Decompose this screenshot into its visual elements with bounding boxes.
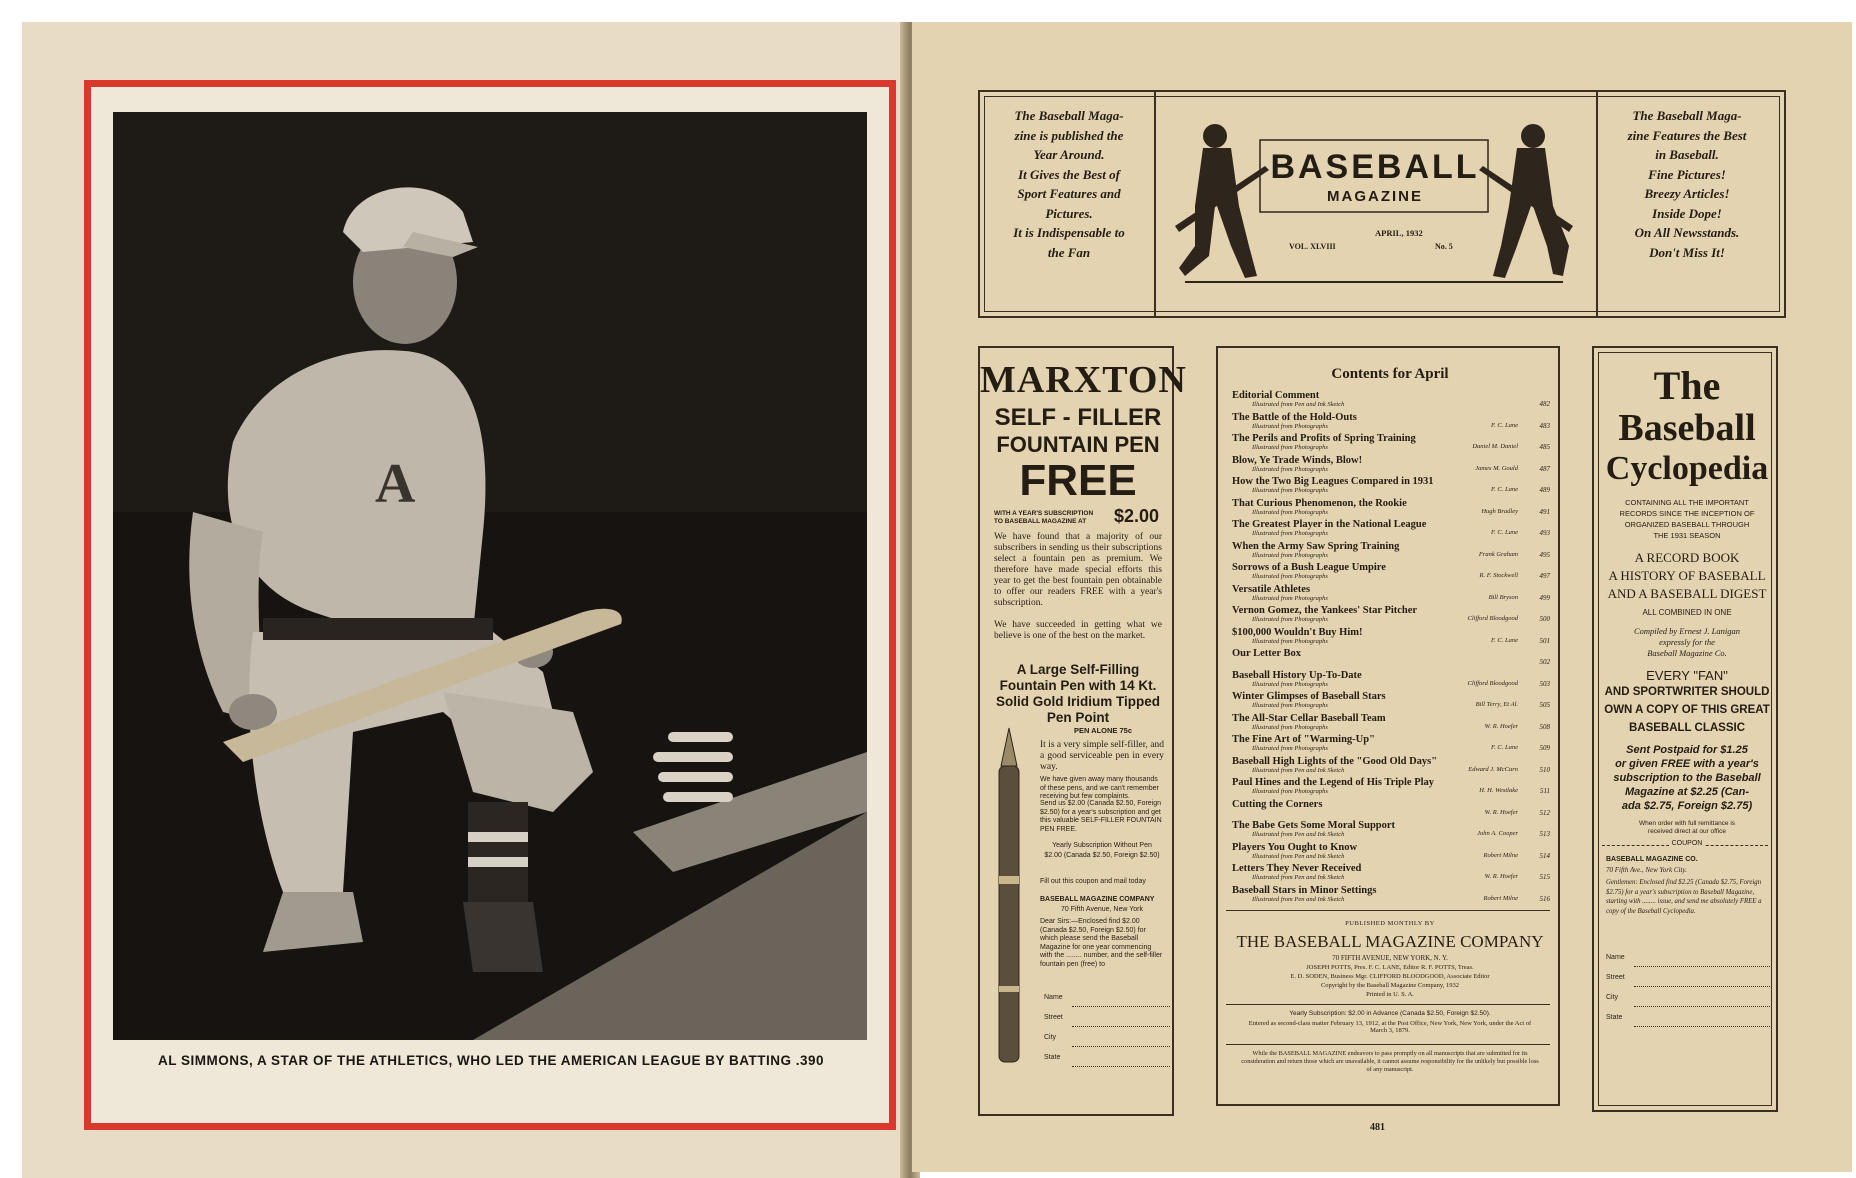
toc-entry-page: 516 [1539,894,1550,903]
cyc-compiled: Compiled by Ernest J. Lanigan [1633,626,1740,636]
toc-entry-author: F. C. Lane [1491,744,1518,751]
toc-entry [1232,455,1552,477]
toc-entry-title: The All-Star Cellar Baseball Team [1232,712,1386,724]
right-page [912,22,1852,1172]
toc-entry-page: 509 [1539,744,1550,752]
cyc-feature: A RECORD BOOK [1634,550,1740,565]
toc-entry-title: Versatile Athletes [1232,583,1311,595]
left-note-line: Pictures. [1045,205,1093,221]
toc-entry-title: Players You Ought to Know [1232,841,1358,853]
toc-entry-illustration: Illustrated from Photographs [1252,788,1328,795]
toc-entry-page: 493 [1539,529,1550,537]
ad-subscription-label: Yearly Subscription Without Pen [1052,842,1152,849]
right-note-line: in Baseball. [1655,147,1719,162]
cyc-postpaid: Sent Postpaid for $1.25 [1626,744,1748,756]
ad-headline: A Large Self-Filling Fountain Pen with 14 Kt. Solid Gold Iridium Tipped Pen Point [996,662,1160,725]
ad-body-1: We have found that a majority of our subscribers in sending us their subscriptions select a fountain pen as premium. We therefore have made special efforts this year to get the best fountain pen obtainable to offer our readers FREE with a year's subscription. [994,532,1162,608]
svg-text:A: A [375,453,416,515]
toc-entry [1232,412,1552,434]
contents-title: Contents for April [1331,366,1449,382]
masthead-divider-right [1596,92,1598,316]
offer-small-line: TO BASEBALL MAGAZINE AT [994,518,1087,525]
toc-entry-page: 501 [1539,636,1550,645]
toc-entry [1232,562,1552,584]
toc-entry-title: Vernon Gomez, the Yankees' Star Pitcher [1232,605,1418,616]
toc-entry-illustration: Illustrated from Pen and Ink Sketch [1252,852,1345,860]
toc-entry-page: 482 [1539,400,1550,408]
masthead-title: BASEBALL [1270,148,1480,186]
photo-caption: AL SIMMONS, A STAR OF THE ATHLETICS, WHO LED THE AMERICAN LEAGUE BY BATTING .390 [157,1053,825,1068]
player-photo [113,112,867,1040]
toc-entry-author: Edward J. McCurn [1468,765,1518,773]
contents-box [1216,346,1560,1106]
toc-entry-page: 508 [1539,722,1550,731]
ad-body-3: It is a very simple self-filler, and a good serviceable pen in every way. [1040,740,1164,772]
coupon-label: COUPON [1669,840,1706,847]
toc-entry-illustration: Illustrated from Photographs [1252,723,1328,731]
ad-body-5: Send us $2.00 (Canada $2.50, Foreign $2.50) for a year's subscription and get this valuable SELF-FILLER FOUNTAIN PEN FREE. [1040,800,1162,833]
toc-entry [1232,605,1552,627]
toc-entry-page: 505 [1539,701,1550,709]
toc-entry [1232,756,1552,778]
toc-entry [1232,842,1552,864]
cyc-postpaid: subscription to the Baseball [1613,772,1761,784]
toc-entry-author: Clifford Bloodgood [1467,615,1518,622]
contents-divider-3 [1226,1044,1550,1045]
manuscript-disclaimer: While the BASEBALL MAGAZINE endeavors to pass promptly on all manuscripts that are submitted for its consideration and return those which are unavailable, it cannot assume responsibility for the unlikely but possible loss of any manuscript. [1241,1050,1539,1073]
toc-entry-page: 497 [1539,572,1550,580]
toc-entry-author: W. R. Hoefer [1484,808,1518,816]
masthead-divider-left [1154,92,1156,316]
left-note-line: It Gives the Best of [1018,166,1120,182]
toc-entry-illustration: Illustrated from Photographs [1252,637,1328,645]
toc-entry [1232,390,1552,412]
issue-number: No. 5 [1435,242,1453,251]
toc-entry-title: Sorrows of a Bush League Umpire [1232,562,1386,573]
ad-field-state[interactable] [1072,1056,1170,1067]
cyc-compiled: expressly for the [1659,637,1715,647]
toc-entry-page: 503 [1539,679,1550,688]
masthead-box [978,90,1786,318]
toc-entry [1232,627,1552,649]
cyc-feature: A HISTORY OF BASEBALL [1608,568,1766,583]
toc-entry-page: 512 [1539,808,1550,817]
ad-field-city-label: City [1044,1034,1057,1041]
ad-pen-alone: PEN ALONE 75c [1073,726,1133,735]
ad-coupon-intro: Fill out this coupon and mail today [1040,878,1146,885]
toc-entry-page: 500 [1539,615,1550,623]
masthead-logo [1165,106,1583,296]
toc-entry-author: H. H. Westlake [1479,787,1518,794]
toc-entry [1232,498,1552,520]
toc-entry-illustration: Illustrated from Photographs [1252,616,1328,623]
toc-entry-author: W. R. Hoefer [1484,722,1518,730]
copyright: Copyright by the Baseball Magazine Company, 1932 [1320,982,1460,989]
cyc-co-address: 70 Fifth Ave., New York City. [1606,866,1687,874]
cyc-combined: ALL COMBINED IN ONE [1642,608,1732,617]
cyclopedia-title-1: The [1653,363,1721,408]
fountain-pen-ad [978,346,1187,1116]
toc-entry [1232,648,1552,670]
cyclopedia-ad [1592,346,1778,1112]
toc-entry-author: W. R. Hoefer [1484,873,1518,880]
toc-entry [1232,584,1552,606]
toc-entry-title: The Greatest Player in the National League [1232,519,1427,530]
ad-field-street[interactable] [1072,1016,1170,1027]
masthead-left-note [990,106,1148,262]
toc-entry [1232,820,1552,842]
left-note-line: Year Around. [1033,147,1105,162]
publisher-officers-2: E. D. SODEN, Business Mgr. CLIFFORD BLOODGOOD, Associate Editor [1290,973,1490,980]
toc-entry [1232,734,1552,756]
toc-entry-title: The Perils and Profits of Spring Training [1232,433,1416,444]
toc-entry-author: Frank Graham [1478,550,1518,558]
toc-entry-page: 513 [1539,830,1550,838]
published-by: PUBLISHED MONTHLY BY [1345,920,1435,927]
left-note-line: The Baseball Maga- [1014,108,1124,123]
cyc-coupon [1600,840,1774,847]
toc-entry-illustration: Illustrated from Photographs [1252,702,1328,709]
toc-entry-illustration: Illustrated from Photographs [1252,422,1328,430]
masthead-subtitle: MAGAZINE [1327,188,1423,205]
toc-entry-title: Cutting the Corners [1232,798,1323,810]
toc-entry-title: The Babe Gets Some Moral Support [1232,820,1396,831]
cyc-postpaid: Magazine at $2.25 (Can- [1624,786,1750,798]
cyc-every: AND SPORTWRITER SHOULD [1604,686,1770,698]
printed-in: Printed in U. S. A. [1366,991,1414,998]
toc-entry-illustration: Illustrated from Photographs [1252,745,1328,752]
entered-note: Entered as second-class matter February 13, 1912, at the Post Office, New York, New York, under the Act of March 3, 1879. [1248,1020,1532,1034]
publisher-address: 70 FIFTH AVENUE, NEW YORK, N. Y. [1332,954,1448,962]
ad-address: 70 Fifth Avenue, New York [1061,906,1143,913]
toc-entry [1232,799,1552,821]
cyc-field-city-label: City [1606,994,1619,1001]
left-note-line: It is Indispensable to [1013,225,1125,240]
ad-body-2: We have succeeded in getting what we believe is one of the best on the market. [994,620,1162,641]
masthead-right-note [1608,106,1766,262]
right-note-line: Fine Pictures! [1648,166,1726,182]
toc-entry-page: 483 [1539,421,1550,430]
right-note-line: Inside Dope! [1652,205,1722,221]
toc-entry-author: F. C. Lane [1491,636,1518,644]
toc-entry-author: Bill Bryson [1488,593,1518,601]
toc-entry-page: 514 [1539,851,1550,860]
publisher-officers-1: JOSEPH POTTS, Pres. F. C. LANE, Editor R. F. POTTS, Treas. [1306,964,1474,971]
toc-entry-illustration: Illustrated from Photographs [1252,487,1328,494]
toc-entry-page: 487 [1539,464,1550,473]
toc-entry [1232,519,1552,541]
toc-entry-title: Letters They Never Received [1232,863,1362,874]
cyc-field-name-label: Name [1606,954,1625,961]
toc-entry-illustration: Illustrated from Pen and Ink Sketch [1252,831,1345,838]
ad-field-state-label: State [1044,1054,1061,1061]
toc-entry-title: When the Army Saw Spring Training [1232,540,1400,552]
toc-entry-title: The Battle of the Hold-Outs [1232,411,1357,423]
toc-entry-author: Robert Milne [1483,851,1518,859]
toc-entry-page: 489 [1539,486,1550,494]
cyc-feature: AND A BASEBALL DIGEST [1607,586,1767,601]
toc-entry-title: Winter Glimpses of Baseball Stars [1232,691,1386,702]
contents-divider-2 [1226,1004,1550,1005]
toc-entry-illustration: Illustrated from Photographs [1252,551,1328,559]
toc-entry-illustration: Illustrated from Pen and Ink Sketch [1252,895,1345,903]
ad-field-city[interactable] [1072,1036,1170,1047]
toc-entry [1232,433,1552,455]
toc-entry [1232,670,1552,692]
right-note-line: The Baseball Maga- [1632,108,1742,123]
toc-entry-title: Our Letter Box [1232,648,1302,659]
ad-coupon-text: Dear Sirs:—Enclosed find $2.00 (Canada $2.50, Foreign $2.50) for which please send the Baseball Magazine for one year commencing with the ........ number, and the self-filler fountain pen (free) to [1040,918,1163,968]
toc-entry-author: Clifford Bloodgood [1467,679,1518,687]
toc-entry-author: R. F. Stockwell [1479,572,1518,579]
toc-entry-title: Baseball Stars in Minor Settings [1232,884,1377,896]
toc-entry [1232,691,1552,713]
cyclopedia-title-2: Baseball [1618,407,1756,449]
right-note-line: Don't Miss It! [1649,244,1725,260]
toc-entry [1232,777,1552,799]
toc-entry-title: How the Two Big Leagues Compared in 1931 [1232,476,1434,487]
cyc-order-note: When order with full remittance is [1638,820,1736,827]
toc-entry-title: Baseball History Up-To-Date [1232,669,1362,681]
toc-entry-author: Hugh Bradley [1481,507,1518,515]
ad-body-4: We have given away many thousands of these pens, and we can't remember receiving but few complaints. [1040,776,1159,800]
right-note-line: zine Features the Best [1627,127,1747,143]
toc-entry-illustration: Illustrated from Pen and Ink Sketch [1252,401,1345,408]
page-number: 481 [1370,1122,1385,1133]
ad-line-free: FREE [1019,456,1137,505]
toc-entry [1232,713,1552,735]
player-photo-image [113,112,867,1040]
toc-entry-author: Daniel M. Daniel [1472,443,1518,450]
cyc-desc-line: RECORDS SINCE THE INCEPTION OF [1619,509,1755,518]
contents-divider [1226,910,1550,911]
toc-entry-author: F. C. Lane [1491,529,1518,536]
ad-field-street-label: Street [1044,1014,1063,1021]
yearly-subscription: Yearly Subscription: $2.00 in Advance (Canada $2.50, Foreign $2.50). [1289,1010,1491,1017]
cyc-postpaid: or given FREE with a year's [1615,758,1759,770]
cyc-coupon-text: Gentlemen: Enclosed find $2.25 (Canada $2.75, Foreign $2.75) for a year's subscription to Baseball Magazine, starting with ........ issue, and send me absolutely FREE a copy of the Baseball Cyclopedia. [1606,879,1762,915]
cyc-desc-line: CONTAINING ALL THE IMPORTANT [1625,498,1749,507]
cyc-field-street[interactable] [1634,976,1770,987]
toc-entry [1232,885,1552,907]
toc-entry-page: 499 [1539,593,1550,602]
ad-field-name-label: Name [1044,994,1063,1001]
toc-entry-page: 510 [1539,765,1550,774]
cyc-field-city[interactable] [1634,996,1770,1007]
ad-offer-small [994,510,1114,526]
toc-entry-author: F. C. Lane [1491,421,1518,429]
left-note-line: zine is published the [1014,127,1124,143]
cyc-every: BASEBALL CLASSIC [1628,722,1746,734]
cyc-field-street-label: Street [1606,974,1625,981]
ad-offer-price: $2.00 [1114,506,1160,526]
toc-entry-title: Editorial Comment [1232,390,1320,401]
cyc-desc-line: THE 1931 SEASON [1653,531,1721,540]
toc-entry-illustration: Illustrated from Photographs [1252,530,1328,537]
left-note-line: Sport Features and [1017,186,1121,201]
toc-entry-page: 485 [1539,443,1550,451]
toc-entry [1232,476,1552,498]
ad-line-fountain-pen: FOUNTAIN PEN [996,432,1160,457]
cyc-compiled: Baseball Magazine Co. [1647,648,1727,658]
toc-entry-page: 511 [1540,787,1550,795]
cyc-every: EVERY "FAN" [1646,668,1728,683]
volume-number: VOL. XLVIII [1289,242,1336,251]
offer-small-line: WITH A YEAR'S SUBSCRIPTION [994,510,1094,517]
toc-entry-illustration: Illustrated from Photographs [1252,573,1328,580]
toc-entry-author: F. C. Lane [1491,486,1518,493]
toc-entry-title: Paul Hines and the Legend of His Triple Play [1232,777,1435,788]
right-note-line: Breezy Articles! [1644,186,1730,201]
toc-entry [1232,541,1552,563]
toc-entry-illustration: Illustrated from Pen and Ink Sketch [1252,766,1345,774]
cyc-field-state[interactable] [1634,1016,1770,1027]
cyc-every: OWN A COPY OF THIS GREAT [1604,704,1770,716]
toc-entry-illustration: Illustrated from Photographs [1252,465,1328,473]
toc-entry-author: John A. Cooper [1477,830,1518,837]
toc-entry [1232,863,1552,885]
left-note-line: the Fan [1047,244,1091,260]
cyc-field-name[interactable] [1634,956,1770,967]
ad-line-self-filler: SELF - FILLER [994,404,1162,431]
toc-entry-page: 502 [1539,658,1550,666]
ad-company: BASEBALL MAGAZINE COMPANY [1040,896,1155,903]
cyc-desc-line: ORGANIZED BASEBALL THROUGH [1624,520,1750,529]
cyclopedia-title-3: Cyclopedia [1605,450,1769,487]
ad-field-name[interactable] [1072,996,1170,1007]
cyc-co-name: BASEBALL MAGAZINE CO. [1606,856,1698,863]
toc-entry-illustration: Illustrated from Photographs [1252,680,1328,688]
cyc-postpaid: ada $2.75, Foreign $2.75) [1621,800,1753,812]
toc-entry-illustration: Illustrated from Pen and Ink Sketch [1252,874,1345,881]
toc-entry-title: That Curious Phenomenon, the Rookie [1232,497,1407,509]
toc-entry-page: 491 [1539,507,1550,516]
ad-subscription-price: $2.00 (Canada $2.50, Foreign $2.50) [1044,852,1160,859]
toc-entry-author: James M. Gould [1475,464,1518,472]
toc-entry-title: Blow, Ye Trade Winds, Blow! [1232,454,1363,466]
toc-entry-illustration: Illustrated from Photographs [1252,444,1328,451]
toc-entry-title: The Fine Art of "Warming-Up" [1232,734,1375,745]
fountain-pen-icon [988,726,1030,1066]
toc-entry-title: Baseball High Lights of the "Good Old Days" [1232,755,1438,767]
right-note-line: On All Newsstands. [1634,225,1740,240]
ad-brand: MARXTON [980,359,1187,401]
toc-entry-author: Robert Milne [1483,894,1518,902]
toc-entry-title: $100,000 Wouldn't Buy Him! [1232,626,1363,638]
issue-date: APRIL, 1932 [1375,228,1423,238]
left-page [22,22,910,1178]
publisher-name: THE BASEBALL MAGAZINE COMPANY [1236,932,1544,951]
toc-entry-illustration: Illustrated from Photographs [1252,508,1328,516]
toc-entry-author: Bill Terry, Et Al. [1475,701,1518,708]
toc-entry-page: 515 [1539,873,1550,881]
photo-frame [84,80,896,1130]
toc-entry-illustration: Illustrated from Photographs [1252,594,1328,602]
cyc-field-state-label: State [1606,1014,1623,1021]
cyc-order-note: received direct at our office [1648,828,1726,835]
toc-entry-page: 495 [1539,550,1550,559]
